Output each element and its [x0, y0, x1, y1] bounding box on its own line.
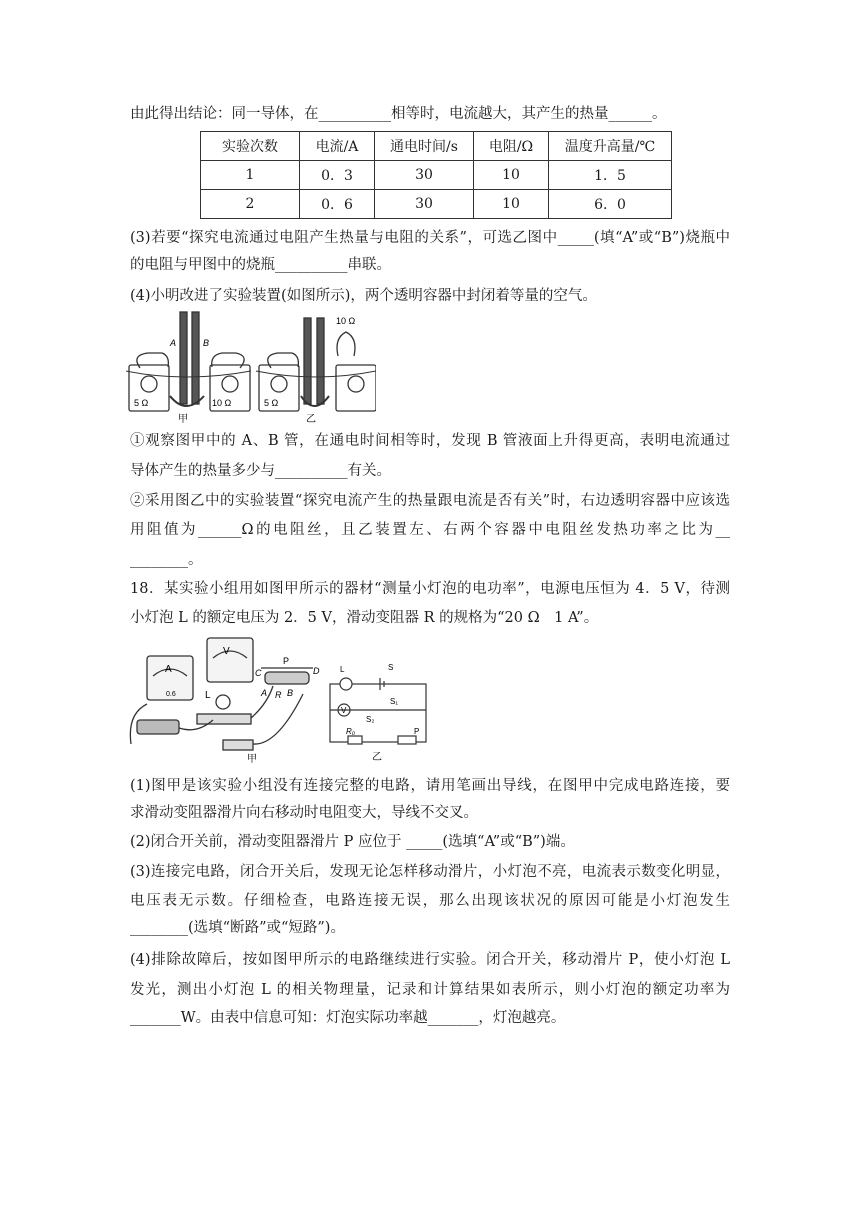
- table-cell: 30: [375, 190, 474, 219]
- table-row: [201, 161, 672, 190]
- s2-line: (2)闭合开关前，滑动变阻器滑片 P 应位于 _____(选填“A”或“B”)端。: [130, 834, 575, 850]
- rheostat-a-label: A: [261, 688, 268, 698]
- s4-line-1: (4)排除故障后，按如图甲所示的电路继续进行实验。闭合开关，移动滑片 P，使小灯泡 L: [130, 952, 730, 968]
- s3-line-2: 电压表无示数。仔细检查，电路连接无误，那么出现该状况的原因可能是小灯泡发生: [130, 893, 730, 909]
- s1-line-2: 求滑动变阻器滑片向右移动时电阻变大，导线不交叉。: [130, 805, 478, 821]
- table-cell: 0．3: [300, 161, 375, 190]
- voltmeter-label: V: [223, 646, 230, 657]
- table-cell: 30: [375, 161, 474, 190]
- q4-line: (4)小明改进了实验装置(如图所示)，两个透明容器中封闭着等量的空气。: [130, 288, 597, 304]
- caption-yi: 乙: [372, 752, 382, 763]
- table-row: [201, 190, 672, 219]
- resistor-label: 5 Ω: [264, 398, 279, 408]
- ammeter-label: A: [165, 664, 172, 675]
- rheostat-r-label: R: [275, 690, 282, 700]
- header-cell: 通电时间/s: [375, 132, 474, 161]
- circuit-r0-label: R₀: [346, 727, 356, 736]
- table-cell: 10: [474, 190, 549, 219]
- s1-line-1: (1)图甲是该实验小组没有连接完整的电路，请用笔画出导线，在图甲中完成电路连接，要: [130, 778, 730, 794]
- rheostat-p-label: P: [283, 656, 290, 666]
- caption-jia: 甲: [247, 754, 257, 764]
- rheostat-b-label: B: [287, 688, 294, 698]
- c2-line-3: ________。: [130, 552, 203, 568]
- q18-line-1: 18．某实验小组用如图甲所示的器材“测量小灯泡的电功率”，电源电压恒为 4．5 V，待测: [130, 581, 730, 597]
- tube-b-label: B: [203, 338, 210, 348]
- table-cell: 1．5: [549, 161, 672, 190]
- circuit-voltmeter-label: V: [341, 706, 347, 715]
- caption-jia: 甲: [178, 414, 188, 425]
- s3-line-1: (3)连接完电路，闭合开关后，发现无论怎样移动滑片，小灯泡不亮，电流表示数变化明显，: [130, 864, 730, 880]
- tube-a-label: A: [170, 338, 177, 348]
- table-cell: 6．0: [549, 190, 672, 219]
- q18-line-2: 小灯泡 L 的额定电压为 2．5 V，滑动变阻器 R 的规格为“20 Ω 1 A”。: [130, 610, 599, 626]
- header-cell: 实验次数: [201, 132, 300, 161]
- resistor-label: 10 Ω: [212, 398, 232, 408]
- circuit-lamp-label: L: [340, 665, 345, 674]
- table-cell: 1: [201, 161, 300, 190]
- header-cell: 电流/A: [300, 132, 375, 161]
- table-cell: 0．6: [300, 190, 375, 219]
- circuit-switch-label: S: [388, 663, 394, 672]
- s4-line-2: 发光，测出小灯泡 L 的相关物理量，记录和计算结果如表所示，则小灯泡的额定功率为: [130, 982, 730, 998]
- header-cell: 温度升高量/℃: [549, 132, 672, 161]
- resistor-label: 5 Ω: [134, 398, 149, 408]
- rheostat-d-label: D: [313, 666, 320, 676]
- table-cell: 10: [474, 161, 549, 190]
- apparatus-figure: [127, 634, 327, 764]
- q3-line-1: (3)若要“探究电流通过电阻产生热量与电阻的关系”，可选乙图中_____(填“A”或“B”)烧瓶中: [130, 230, 730, 246]
- c2-line-1: ②采用图乙中的实验装置“探究电流产生的热量跟电流是否有关”时，右边透明容器中应该选: [130, 493, 730, 509]
- c1-line-2: 导体产生的热量多少与__________有关。: [130, 463, 391, 479]
- circuit-switch2-label: S₂: [366, 715, 375, 724]
- circuit-switch1-label: S₁: [390, 697, 399, 706]
- table-header-row: [201, 132, 672, 161]
- caption-yi: 乙: [306, 414, 316, 425]
- conclusion-line: 由此得出结论：同一导体，在__________相等时，电流越大，其产生的热量______。: [130, 106, 667, 122]
- q3-line-2: 的电阻与甲图中的烧瓶__________串联。: [130, 257, 391, 273]
- resistor-label: 10 Ω: [336, 316, 356, 326]
- rheostat-c-label: C: [255, 668, 262, 678]
- circuit-p-label: P: [414, 727, 420, 736]
- s4-line-3: _______W。由表中信息可知：灯泡实际功率越_______，灯泡越亮。: [130, 1010, 566, 1026]
- c1-line-1: ①观察图甲中的 A、B 管，在通电时间相等时，发现 B 管液面上升得更高，表明电流通过: [130, 433, 730, 449]
- c2-line-2: 用阻值为______Ω的电阻丝，且乙装置左、右两个容器中电阻丝发热功率之比为__: [130, 522, 730, 538]
- data-table: [200, 131, 672, 219]
- header-cell: 电阻/Ω: [474, 132, 549, 161]
- s3-line-3: ________(选填“断路”或“短路”)。: [130, 920, 345, 936]
- table-cell: 2: [201, 190, 300, 219]
- lamp-label: L: [205, 690, 211, 701]
- u-tube-figure: [126, 308, 376, 426]
- ammeter-scale-label: 0.6: [166, 691, 176, 698]
- circuit-diagram: [326, 660, 430, 764]
